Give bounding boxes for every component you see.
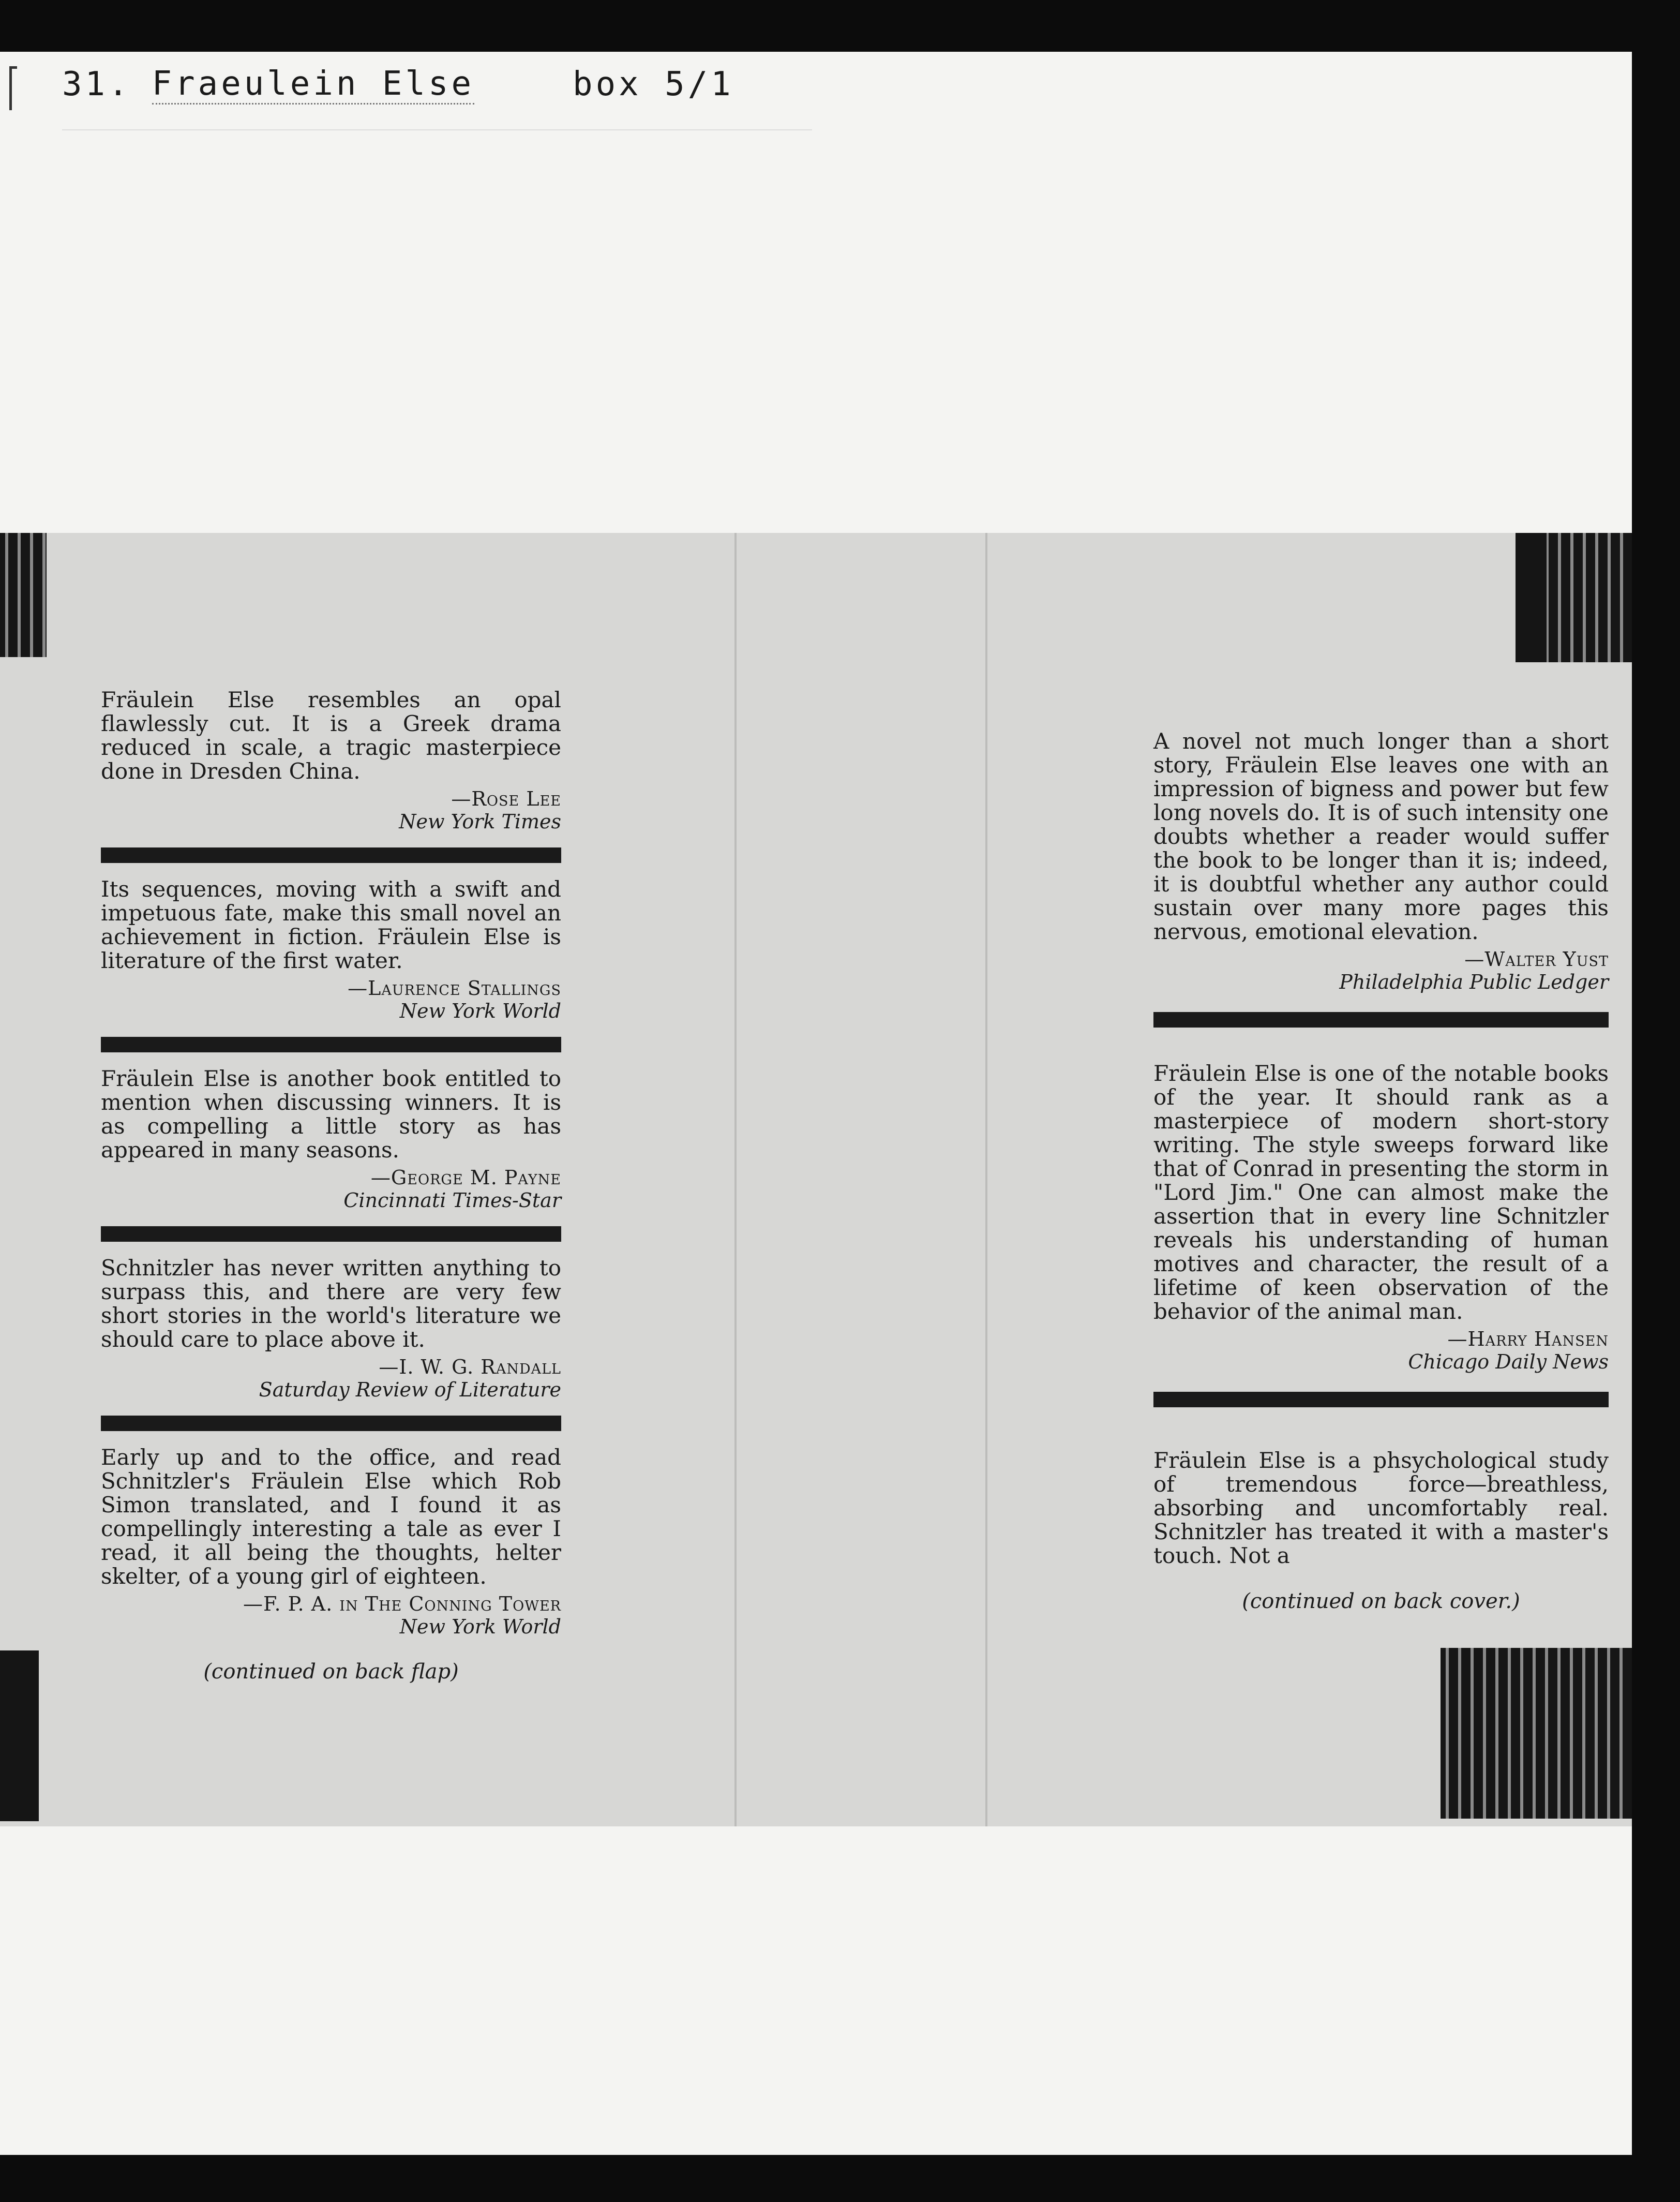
left-top-stripes: [0, 533, 47, 657]
review-harry-hansen: [1153, 1062, 1609, 1373]
review-text: Fräulein Else is one of the notable books of the year. It should rank as a masterpiece of modern short-story writing. The style sweeps forward like that of Conrad in presenting the storm in "Lord Jim." One can almost make the assertion that in every line Schnitzler reveals his understanding of human motives and character, the result of a lifetime of keen observation of the behavior of the animal man.: [1153, 1061, 1609, 1324]
review-psychological-study: [1153, 1449, 1609, 1568]
review-text: A novel not much longer than a short story, Fräulein Else leaves one with an impression of bigness and power but few long novels do. It is of such intensity one doubts whether a reader would suffer the book to be longer than it is; indeed, it is doubtful whether any author could sustain over many more pages this nervous, emotional elevation.: [1153, 728, 1609, 944]
item-title: Fraeulein Else: [152, 65, 474, 105]
flap-fold-left: [734, 533, 737, 1826]
flap-fold-right: [985, 533, 987, 1826]
review-attribution: [101, 787, 561, 833]
review-text: Fräulein Else resembles an opal flawlessly cut. It is a Greek drama reduced in scale, a tragic masterpiece done in Dresden China.: [101, 687, 561, 784]
review-attribution: [101, 977, 561, 1022]
critic-name: —George M. Payne: [370, 1166, 561, 1189]
publication-name: New York World: [399, 1000, 561, 1022]
review-text: Early up and to the office, and read Schnitzler's Fräulein Else which Rob Simon translated, and I found it as compellingly interesting a tale as ever I read, it all being the thoughts, helter skelter, of a young girl of eighteen.: [101, 1445, 561, 1589]
divider-bar: [101, 1226, 561, 1242]
box-location: box 5/1: [573, 65, 734, 103]
review-fpa: [101, 1446, 561, 1638]
critic-name: —Harry Hansen: [1447, 1328, 1609, 1350]
publication-name: Cincinnati Times-Star: [343, 1189, 561, 1212]
review-text: Fräulein Else is a phsychological study of tremendous force—breathless, absorbing and uncomfortably real. Schnitzler has treated it with a master's touch. Not a: [1153, 1448, 1609, 1568]
item-number: 31.: [62, 65, 131, 103]
left-bottom-band: [0, 1650, 39, 1821]
divider-bar: [1153, 1012, 1609, 1028]
review-laurence-stallings: [101, 877, 561, 1022]
review-text: Schnitzler has never written anything to surpass this, and there are very few short stories in the world's literature we should care to place above it.: [101, 1255, 561, 1352]
review-text: Its sequences, moving with a swift and impetuous fate, make this small novel an achievement in fiction. Fräulein Else is literature of the first water.: [101, 876, 561, 973]
archive-header: [62, 61, 734, 108]
right-top-edge: [1516, 533, 1547, 662]
right-flap-reviews: [1153, 730, 1609, 1613]
publication-name: Saturday Review of Literature: [259, 1378, 561, 1401]
publication-name: Philadelphia Public Ledger: [1339, 971, 1609, 993]
right-bottom-stripes: [1441, 1648, 1632, 1819]
review-george-payne: [101, 1067, 561, 1212]
continued-note: (continued on back cover.): [1242, 1589, 1520, 1613]
critic-name: —F. P. A. in The Conning Tower: [243, 1593, 561, 1615]
critic-name: —Laurence Stallings: [348, 977, 561, 1000]
review-attribution: [101, 1593, 561, 1638]
left-flap-reviews: [101, 688, 561, 1684]
publication-name: New York Times: [399, 810, 561, 833]
critic-name: —Rose Lee: [451, 787, 561, 810]
divider-bar: [101, 1037, 561, 1052]
review-walter-yust: [1153, 730, 1609, 993]
critic-name: —I. W. G. Randall: [379, 1356, 561, 1378]
review-attribution: [101, 1166, 561, 1212]
header-rule: [62, 129, 812, 130]
review-rose-lee: [101, 688, 561, 833]
publication-name: New York World: [399, 1615, 561, 1638]
corner-bracket-mark: [9, 66, 17, 110]
review-attribution: [101, 1356, 561, 1401]
divider-bar: [101, 847, 561, 863]
divider-bar: [1153, 1392, 1609, 1407]
publication-name: Chicago Daily News: [1408, 1350, 1609, 1373]
review-attribution: [1153, 948, 1609, 993]
continued-note: (continued on back flap): [203, 1660, 459, 1684]
critic-name: —Walter Yust: [1464, 948, 1609, 971]
review-attribution: [1153, 1328, 1609, 1373]
review-randall: [101, 1256, 561, 1401]
divider-bar: [101, 1416, 561, 1431]
review-text: Fräulein Else is another book entitled to mention when discussing winners. It is as compelling a little story as has appeared in many seasons.: [101, 1066, 561, 1163]
